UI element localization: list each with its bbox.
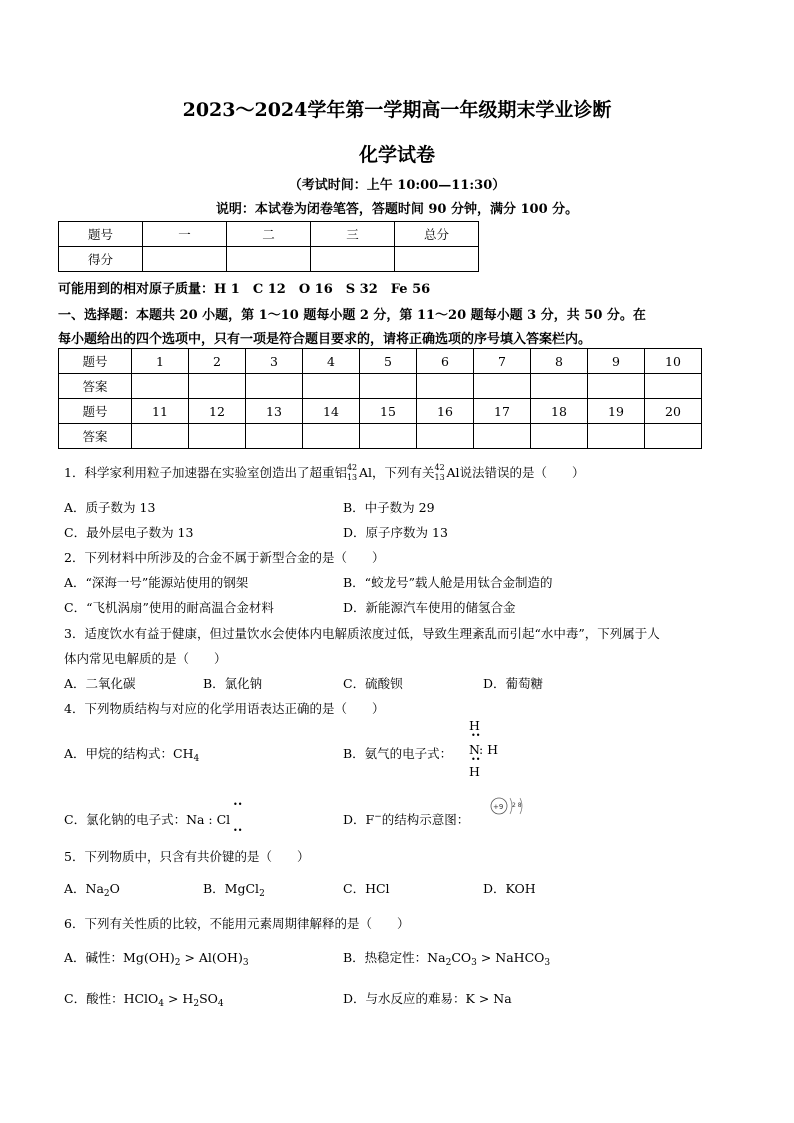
answer-num: 19 [588,399,645,424]
answer-cell[interactable] [360,374,417,399]
exam-page: 2023～2024学年第一学期高一年级期末学业诊断 化学试卷 （考试时间：上午 10:00—11:30） 说明：本试卷为闭卷笔答，答题时间 90 分钟，满分 100 分。 题号 一 二 三 总分 得分 可能用到的相对原子质量：H 1 C 12 O 16 S 32 Fe 56 一、选择题：本题共 20 小题，第 1～10 题每小题 2 分，第 11～20 题每小题 3 分，共 50 分。在 每小题给出的四个选项中，只有一项是符合题目要求的，请将正确选项的序号填入答案栏内。 题号 1 2 3 4 5 6 7 8 9 10 答案 题号 11 12 13 14 15 16 17 18 19 20 答案 1．科学家利用粒子加速器在实验室创造出了超重铝 42 13 Al，下列有关 42 13 Al说法错误的是（ ） A．质子数为 13 B．中子数为 29 C．最外层电子数为 13 D．原子序数为 13 2．下列材料中所涉及的合金不属于新型合金的是（ ） A．“深海一号”能源站使用的钢架 B．“蛟龙号”载人舱是用钛合金制造的 C．“飞机涡扇”使用的耐高温合金材料 D．新能源汽车使用的储氢合金 3．适度饮水有益于健康，但过量饮水会使体内电解质浓度过低，导致生理紊乱而引起“水中毒”，下列属于人 体内常见电解质的是（ ） A．二氧化碳 B．氯化钠 C．硫酸钡 D．葡萄糖 4．下列物质结构与对应的化学用语表达正确的是（ ） A．甲烷的结构式：$CH_4$ B．氨气的电子式： H •• N : H •• H C．氯化钠的电子式：Na : Cl •• •• D．F−的结构示意图： +9 2 8 5．下列物质中，只含有共价键的是（ ） A．$Na_2O$ B．MgCl$_2$ C．HCl D．KOH 6．下列有关性质的比较，不能用元素周期律解释的是（ ） A．碱性：$Mg(OH)_2 > Al(OH)_3$ B．热稳定性：$Na_2CO_3$ > NaHCO$_3$ C．酸性：HClO$_4$ > $H_2SO_4$ D．与水反应的难易：K > Na [0,0,794,1123]
question-3-stem-1: 3．适度饮水有益于健康，但过量饮水会使体内电解质浓度过低，导致生理紊乱而引起“水中毒”，下列属于人 [64,626,660,641]
q6-option-c: C．酸性：HClO$_4$ > $H_2SO_4$ [64,991,224,1009]
q5-option-c: C．HCl [343,881,390,896]
subject-title: 化学试卷 [358,144,435,166]
answer-num: 2 [189,349,246,374]
q3-option-a: A．二氧化碳 [64,676,136,691]
answer-cell[interactable] [588,424,645,449]
score-cell [395,247,479,272]
q1-option-c: C．最外层电子数为 13 [64,525,194,540]
table-row [59,349,702,374]
answer-num: 16 [417,399,474,424]
q4-option-b: B．氨气的电子式： [343,746,453,761]
answer-num: 14 [303,399,360,424]
answer-cell[interactable] [303,374,360,399]
table-row [59,247,479,272]
score-cell: 得分 [59,247,143,272]
answer-num: 3 [246,349,303,374]
score-cell: 二 [227,222,311,247]
answer-num: 9 [588,349,645,374]
score-cell: 题号 [59,222,143,247]
answer-cell[interactable] [417,424,474,449]
answer-header: 答案 [59,424,132,449]
question-1-stem: 1．科学家利用粒子加速器在实验室创造出了超重铝 42 13 Al，下列有关 42 13 Al说法错误的是（ ） [64,462,585,482]
q3-option-c: C．硫酸钡 [343,676,403,691]
answer-cell[interactable] [132,374,189,399]
q3-option-b: B．氯化钠 [203,676,263,691]
question-6-stem: 6．下列有关性质的比较，不能用元素周期律解释的是（ ） [64,916,410,931]
answer-num: 15 [360,399,417,424]
answer-header: 题号 [59,349,132,374]
answer-cell[interactable] [645,374,702,399]
score-cell [143,247,227,272]
q6-option-d: D．与水反应的难易：K > Na [343,991,512,1006]
q4-option-c: C．氯化钠的电子式：Na : Cl [64,812,231,827]
answer-cell[interactable] [132,424,189,449]
question-3-stem-2: 体内常见电解质的是（ ） [64,651,227,666]
q4-option-d: D．F−的结构示意图： [343,812,470,827]
table-row [59,222,479,247]
exam-time: （考试时间：上午 10:00—11:30） [288,178,506,193]
answer-table [58,348,702,449]
answer-header: 答案 [59,374,132,399]
answer-cell[interactable] [360,424,417,449]
q5-option-a: A．$Na_2O$ [64,881,120,899]
answer-cell[interactable] [189,424,246,449]
q1-option-b: B．中子数为 29 [343,500,435,515]
score-cell [311,247,395,272]
q2-option-a: A．“深海一号”能源站使用的钢架 [64,575,249,590]
answer-num: 1 [132,349,189,374]
question-5-stem: 5．下列物质中，只含有共价键的是（ ） [64,849,310,864]
answer-cell[interactable] [531,424,588,449]
q1-option-d: D．原子序数为 13 [343,525,448,540]
nucleus-charge: +9 [493,803,504,811]
answer-cell[interactable] [303,424,360,449]
answer-cell[interactable] [189,374,246,399]
q1-option-a: A．质子数为 13 [64,500,156,515]
answer-cell[interactable] [531,374,588,399]
answer-num: 13 [246,399,303,424]
q5-option-d: D．KOH [483,881,536,896]
answer-num: 6 [417,349,474,374]
answer-num: 17 [474,399,531,424]
q6-option-b: B．热稳定性：$Na_2CO_3$ > NaHCO$_3$ [343,950,551,968]
lone-pair-dots: •• [233,826,243,835]
answer-num: 8 [531,349,588,374]
q3-option-d: D．葡萄糖 [483,676,544,691]
atomic-masses: 可能用到的相对原子质量：H 1 C 12 O 16 S 32 Fe 56 [58,282,431,297]
answer-num: 5 [360,349,417,374]
q6-option-a: A．碱性：$Mg(OH)_2 > Al(OH)_3$ [64,950,249,968]
exam-note: 说明：本试卷为闭卷笔答，答题时间 90 分钟，满分 100 分。 [215,202,579,217]
question-2-stem: 2．下列材料中所涉及的合金不属于新型合金的是（ ） [64,550,385,565]
table-row [59,399,702,424]
answer-num: 4 [303,349,360,374]
score-cell: 一 [143,222,227,247]
answer-cell[interactable] [417,374,474,399]
q2-option-d: D．新能源汽车使用的储氢合金 [343,600,516,615]
fluoride-structure-diagram [488,794,532,820]
exam-title: 2023～2024学年第一学期高一年级期末学业诊断 [182,99,612,121]
answer-num: 12 [189,399,246,424]
answer-cell[interactable] [246,374,303,399]
table-row [59,424,702,449]
isotope-notation: 42 13 [346,462,358,482]
score-cell: 三 [311,222,395,247]
answer-cell[interactable] [246,424,303,449]
lone-pair-dots: •• [233,800,243,809]
answer-num: 10 [645,349,702,374]
score-cell: 总分 [395,222,479,247]
answer-cell[interactable] [474,424,531,449]
answer-cell[interactable] [474,374,531,399]
answer-cell[interactable] [645,424,702,449]
isotope-notation: 42 13 [434,462,445,482]
table-row [59,374,702,399]
section-instruction-2: 每小题给出的四个选项中，只有一项是符合题目要求的，请将正确选项的序号填入答案栏内。 [58,332,592,347]
section-instruction-1: 一、选择题：本题共 20 小题，第 1～10 题每小题 2 分，第 11～20 题每小题 3 分，共 50 分。在 [58,308,646,323]
question-4-stem: 4．下列物质结构与对应的化学用语表达正确的是（ ） [64,701,385,716]
score-cell [227,247,311,272]
answer-num: 20 [645,399,702,424]
answer-cell[interactable] [588,374,645,399]
answer-num: 11 [132,399,189,424]
score-table [58,221,479,272]
answer-header: 题号 [59,399,132,424]
q5-option-b: B．MgCl$_2$ [203,881,265,899]
q4-option-a: A．甲烷的结构式：$CH_4$ [64,746,200,764]
answer-num: 18 [531,399,588,424]
q2-option-b: B．“蛟龙号”载人舱是用钛合金制造的 [343,575,553,590]
shell-electrons: 2 8 [512,802,522,809]
q2-option-c: C．“飞机涡扇”使用的耐高温合金材料 [64,600,274,615]
answer-num: 7 [474,349,531,374]
